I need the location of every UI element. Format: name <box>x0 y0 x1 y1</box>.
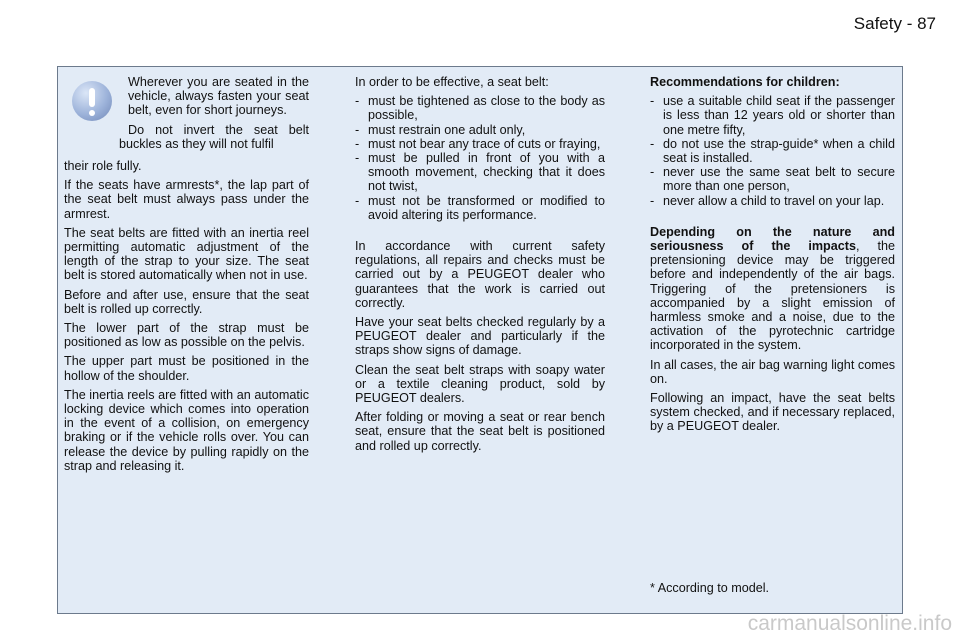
warning-exclamation-icon <box>72 81 112 121</box>
list-intro: In order to be effective, a seat belt: <box>355 75 549 89</box>
section-heading: Recommendations for children: <box>650 75 840 89</box>
watermark: carmanualsonline.info <box>747 612 952 635</box>
list-item: - must restrain one adult only, <box>355 123 605 137</box>
paragraph: Clean the seat belt straps with soapy water or a textile cleaning product, sold by PEUGEOT dealers. <box>355 362 605 406</box>
warning-block <box>64 75 309 159</box>
column-middle <box>355 75 605 458</box>
list-item: - never use the same seat belt to secure more than one person, <box>650 165 895 193</box>
list-item: - use a suitable child seat if the passenger is less than 12 years old or shorter than one metre fifty, <box>650 94 895 137</box>
column-right <box>650 75 895 439</box>
paragraph: Following an impact, have the seat belts system checked, and if necessary replaced, by a PEUGEOT dealer. <box>650 391 895 434</box>
list-item: - must be pulled in front of you with a smooth movement, checking that it does not twist, <box>355 151 605 194</box>
list-item: - do not use the strap-guide* when a child seat is installed. <box>650 137 895 165</box>
footnote: * According to model. <box>650 581 770 595</box>
child-recommendations-list <box>650 94 895 208</box>
paragraph: In accordance with current safety regulations, all repairs and checks must be carried out by a PEUGEOT dealer who guarantees that the work is carried out correctly. <box>355 239 605 310</box>
paragraph: The upper part must be positioned in the hollow of the shoulder. <box>64 354 309 383</box>
paragraph: If the seats have armrests*, the lap part of the seat belt must always pass under the armrest. <box>64 178 309 221</box>
column-left <box>64 75 309 478</box>
warning-text: Do not invert the seat belt buckles as they will not fulfil <box>119 122 309 151</box>
impact-text: , the pretensioning device may be triggered before and independently of the air bags. Triggering of the pretensioners is accompanied by a slight emission of harmless smoke and a noise, due to the activation of the pyrotechnic cartridge incorporated in the system. <box>650 239 896 353</box>
list-item: - never allow a child to travel on your lap. <box>650 194 895 208</box>
warning-text-continued: their role fully. <box>64 159 142 173</box>
warning-intro: Wherever you are seated in the vehicle, always fasten your seat belt, even for short journeys. <box>128 75 309 118</box>
list-item: - must not be transformed or modified to avoid altering its performance. <box>355 194 605 222</box>
page-title: Safety - 87 <box>853 14 936 33</box>
seat-belt-requirements-list <box>355 94 605 222</box>
paragraph: In all cases, the air bag warning light comes on. <box>650 357 895 386</box>
list-item: - must be tightened as close to the body as possible, <box>355 94 605 122</box>
paragraph: The inertia reels are fitted with an automatic locking device which comes into operation in the event of a collision, on emergency braking or if the vehicle rolls over. You can release the device by pulling rapidly on the strap and releasing it. <box>64 387 309 473</box>
paragraph: Have your seat belts checked regularly by a PEUGEOT dealer and particularly if the straps show signs of damage. <box>355 315 605 358</box>
paragraph: Before and after use, ensure that the seat belt is rolled up correctly. <box>64 287 309 316</box>
list-item: - must not bear any trace of cuts or fraying, <box>355 137 605 151</box>
impact-paragraph <box>650 225 895 353</box>
content-panel <box>57 66 903 614</box>
paragraph: The lower part of the strap must be positioned as low as possible on the pelvis. <box>64 321 309 350</box>
impact-bold-text: Depending on the nature and seriousness of the impacts <box>650 224 895 254</box>
paragraph: After folding or moving a seat or rear bench seat, ensure that the seat belt is positioned and rolled up correctly. <box>355 410 605 453</box>
paragraph: The seat belts are fitted with an inertia reel permitting automatic adjustment of the length of the strap to your size. The seat belt is stored automatically when not in use. <box>64 225 309 283</box>
